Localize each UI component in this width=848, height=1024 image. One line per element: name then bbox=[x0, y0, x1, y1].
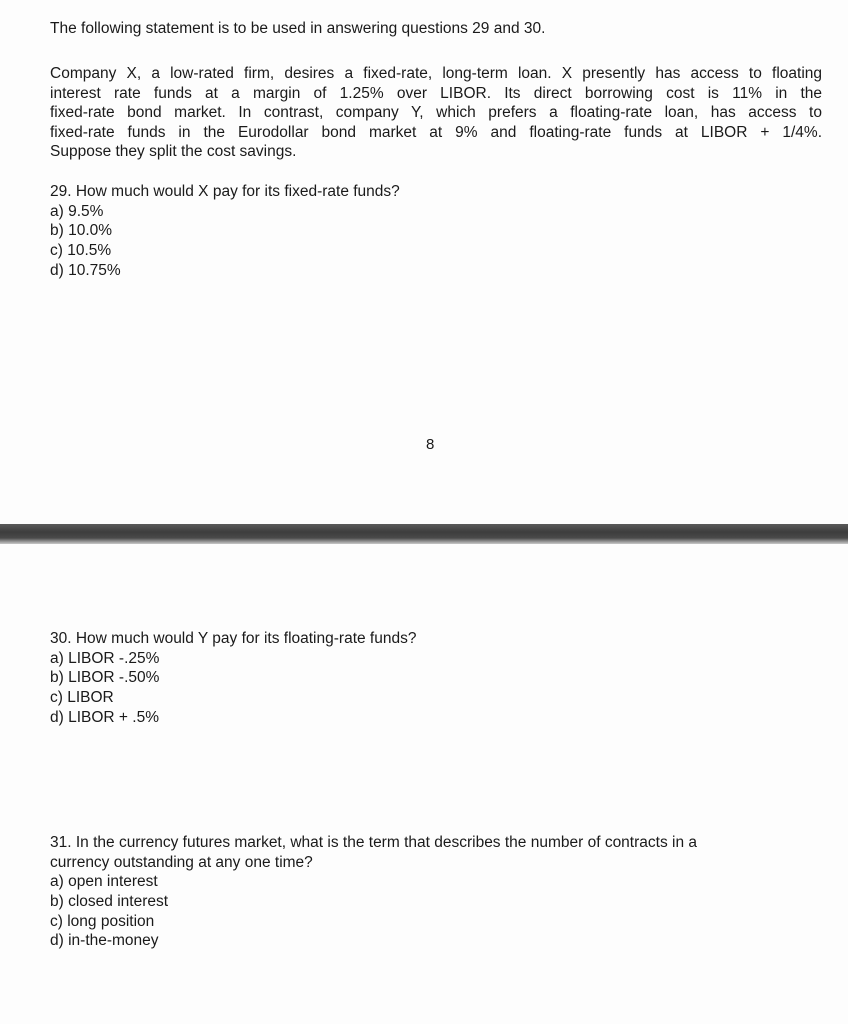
option-b: b) closed interest bbox=[50, 892, 169, 910]
option-c: c) long position bbox=[50, 912, 155, 930]
question-31-text-line: currency outstanding at any one time? bbox=[50, 853, 313, 871]
option-a: a) open interest bbox=[50, 873, 158, 890]
scenario-line: fixed-rate bond market. In contrast, company Y, which prefers a floating-rate loan, has access to bbox=[50, 104, 822, 121]
option-c: c) 10.5% bbox=[50, 242, 112, 260]
scenario-line: Suppose they split the cost savings. bbox=[50, 143, 297, 160]
page-bottom bbox=[0, 544, 848, 1024]
page-divider bbox=[0, 524, 848, 544]
option-b: b) 10.0% bbox=[50, 222, 113, 240]
question-31 bbox=[50, 833, 697, 951]
option-d: d) 10.75% bbox=[50, 261, 121, 279]
option-d: d) in-the-money bbox=[50, 932, 159, 950]
question-29 bbox=[50, 182, 400, 281]
intro-statement: The following statement is to be used in answering questions 29 and 30. bbox=[50, 20, 546, 37]
option-d: d) LIBOR + .5% bbox=[50, 708, 159, 726]
question-30 bbox=[50, 629, 416, 728]
scenario-line: fixed-rate funds in the Eurodollar bond market at 9% and floating-rate funds at LIBOR + 1/4%. bbox=[50, 123, 822, 141]
scenario-line: interest rate funds at a margin of 1.25% over LIBOR. Its direct borrowing cost is 11% in the bbox=[50, 84, 822, 102]
page-number: 8 bbox=[426, 436, 435, 453]
question-31-text-line: 31. In the currency futures market, what is the term that describes the number of contracts in a bbox=[50, 834, 697, 851]
option-a: a) LIBOR -.25% bbox=[50, 649, 160, 667]
option-a: a) 9.5% bbox=[50, 202, 104, 220]
option-c: c) LIBOR bbox=[50, 689, 114, 707]
scenario-line: Company X, a low-rated firm, desires a fixed-rate, long-term loan. X presently has access to floating bbox=[50, 65, 822, 82]
option-b: b) LIBOR -.50% bbox=[50, 669, 160, 687]
question-30-text: 30. How much would Y pay for its floating-rate funds? bbox=[50, 630, 417, 647]
scenario-paragraph bbox=[50, 64, 822, 162]
question-29-text: 29. How much would X pay for its fixed-rate funds? bbox=[50, 183, 400, 200]
